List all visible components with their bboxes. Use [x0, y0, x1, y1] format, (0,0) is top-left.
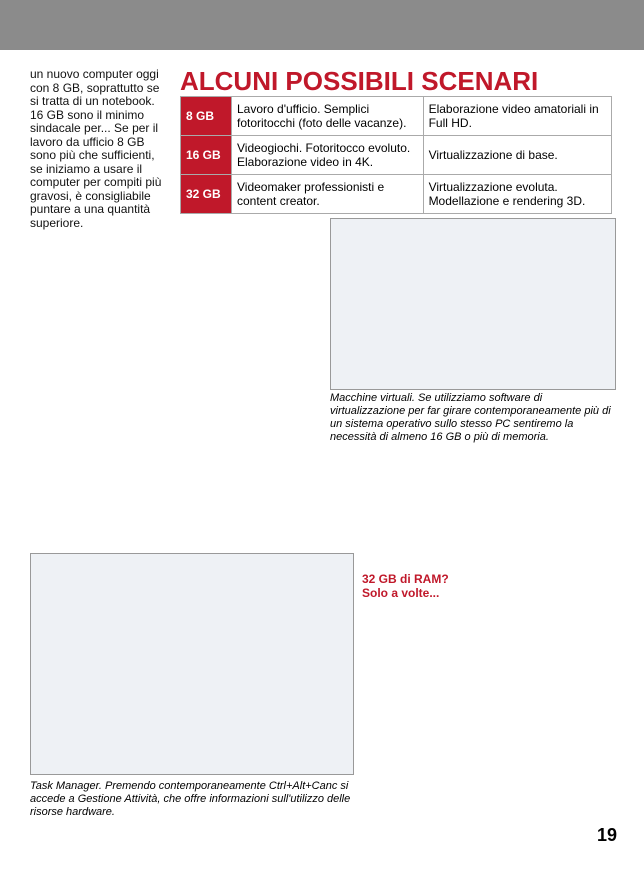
- cap2: Task Manager. Premendo contemporaneamente Ctrl+Alt+Canc si accede a Gestione Attività, che offre informazioni sull'utilizzo delle risorse hardware.: [30, 780, 351, 818]
- top-bar: [0, 0, 644, 50]
- cap1: Macchine virtuali. Se utilizziamo software di virtualizzazione per far girare contemporaneamente più di un sistema operativo sullo stesso PC sentiremo la necessità di almeno 16 GB o più di memoria.: [330, 392, 611, 443]
- vm-screenshot: [330, 218, 616, 390]
- table: 8 GB Lavoro d'ufficio. Semplici fotoritocchi (foto delle vacanze). Elaborazione video amatoriali in Full HD. 16 GB Videogiochi. Fotoritocco evoluto. Elaborazione video in 4K. Virtualizzazione di base. 32 GB Videomaker professionisti e content creator. Virtualizzazione evoluta. Modellazione e rendering 3D.: [180, 96, 612, 214]
- page-number: 19: [597, 825, 618, 845]
- tm-screenshot: [30, 553, 354, 775]
- h2: 32 GB di RAM? Solo a volte...: [362, 572, 449, 600]
- col: un nuovo computer oggi con 8 GB, soprattutto se si tratta di un notebook. 16 GB sono il minimo sindacale per... Se per il lavoro da ufficio 8 GB sono più che sufficienti, se iniziamo a usare il computer per compiti più gravosi, è consigliabile puntare a una quantità superiore.: [30, 67, 162, 230]
- title: ALCUNI POSSIBILI SCENARI: [180, 66, 539, 96]
